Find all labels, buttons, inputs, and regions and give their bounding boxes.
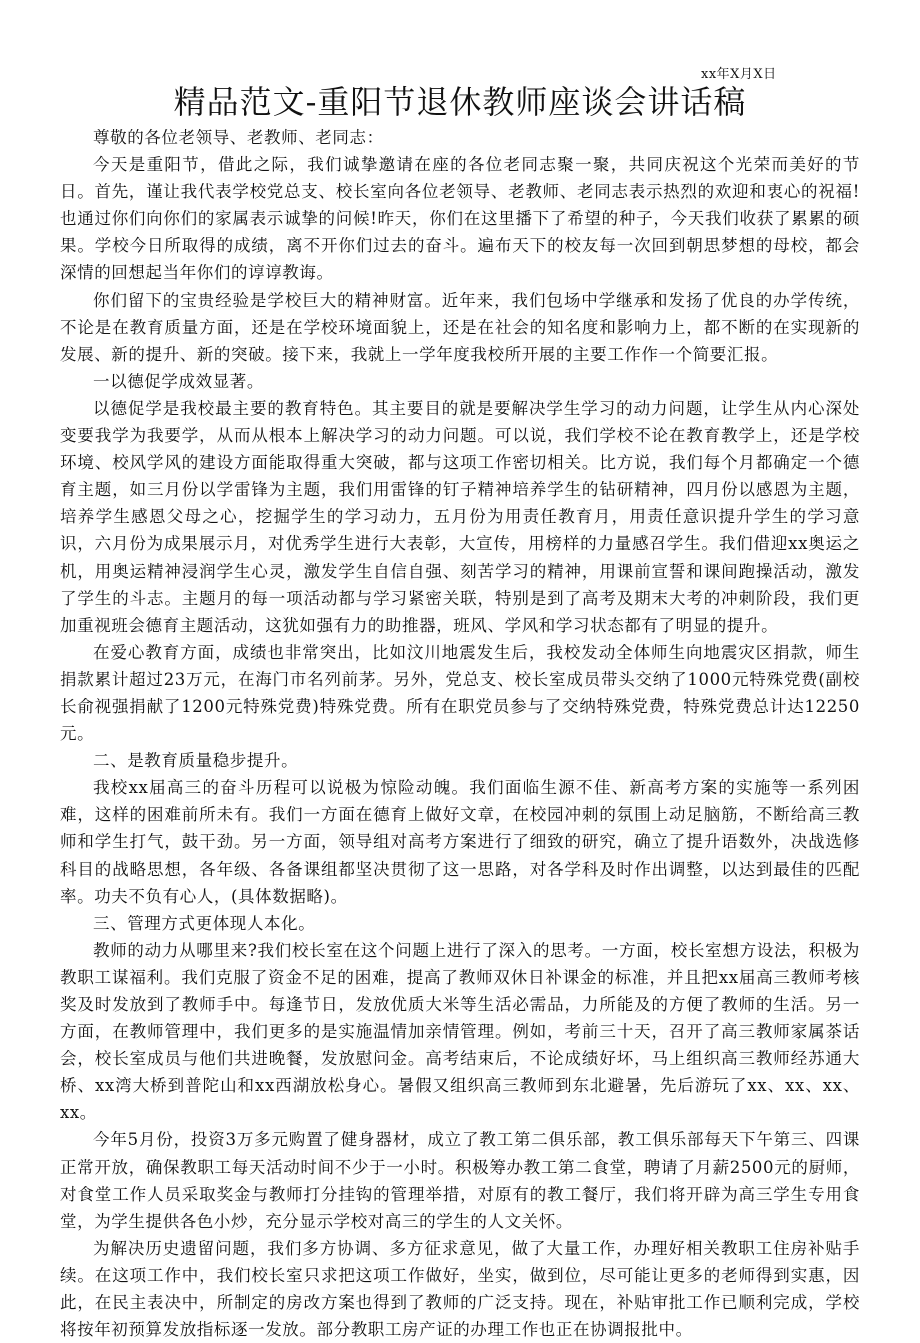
paragraph: 今天是重阳节，借此之际，我们诚挚邀请在座的各位老同志聚一聚，共同庆祝这个光荣而美好的节日。首先，谨让我代表学校党总支、校长室向各位老领导、老教师、老同志表示热烈的欢迎和衷心的祝福!也通过你们向你们的家属表示诚挚的问候!昨天，你们在这里播下了希望的种子，今天我们收获了累累的硕果。学校今日所取得的成绩，离不开你们过去的奋斗。遍布天下的校友每一次回到朝思梦想的母校，都会深情的回想起当年你们的谆谆教诲。	[60, 155, 860, 283]
paragraph: 为解决历史遗留问题，我们多方协调、多方征求意见，做了大量工作，办理好相关教职工住房补贴手续。在这项工作中，我们校长室只求把这项工作做好，坐实，做到位，尽可能让更多的老师得到实惠，因此，在民主表决中，所制定的房改方案也得到了教师的广泛支持。现在，补贴审批工作已顺利完成，学校将按年初预算发放指标逐一发放。部分教职工房产证的办理工作也正在协调报批中。	[60, 1238, 860, 1340]
paragraph: 我校xx届高三的奋斗历程可以说极为惊险动魄。我们面临生源不佳、新高考方案的实施等一系列困难，这样的困难前所未有。我们一方面在德育上做好文章，在校园冲刺的氛围上动足脑筋，不断给高三教师和学生打气，鼓干劲。另一方面，领导组对高考方案进行了细致的研究，确立了提升语数外，决战选修科目的战略思想，各年级、各备课组都坚决贯彻了这一思路，对各学科及时作出调整，以达到最佳的匹配率。功夫不负有心人，(具体数据略)。	[60, 778, 860, 906]
section-heading: 三、管理方式更体现人本化。	[93, 913, 316, 933]
section-heading: 二、是教育质量稳步提升。	[93, 751, 299, 771]
document-body	[60, 124, 860, 1343]
paragraph: 今年5月份，投资3万多元购置了健身器材，成立了教工第二俱乐部，教工俱乐部每天下午第三、四课正常开放，确保教职工每天活动时间不少于一小时。积极筹办教工第二食堂，聘请了月薪2500元的厨师，对食堂工作人员采取奖金与教师打分挂钩的管理举措，对原有的教工餐厅，我们将开辟为高三学生专用食堂，为学生提供各色小炒，充分显示学校对高三的学生的人文关怀。	[60, 1130, 860, 1231]
paragraph: 你们留下的宝贵经验是学校巨大的精神财富。近年来，我们包场中学继承和发扬了优良的办学传统，不论是在教育质量方面，还是在学校环境面貌上，还是在社会的知名度和影响力上，都不断的在实现新的发展、新的提升、新的突破。接下来，我就上一学年度我校所开展的主要工作作一个简要汇报。	[60, 290, 860, 364]
section-heading: 一以德促学成效显著。	[93, 371, 264, 391]
paragraph: 教师的动力从哪里来?我们校长室在这个问题上进行了深入的思考。一方面，校长室想方设法，积极为教职工谋福利。我们克服了资金不足的困难，提高了教师双休日补课金的标准，并且把xx届高三教师考核奖及时发放到了教师手中。每逢节日，发放优质大米等生活必需品，力所能及的方便了教师的生活。另一方面，在教师管理中，我们更多的是实施温情加亲情管理。例如，考前三十天，召开了高三教师家属茶话会，校长室成员与他们共进晚餐，发放慰问金。高考结束后，不论成绩好坏，马上组织高三教师经苏通大桥、xx湾大桥到普陀山和xx西湖放松身心。暑假又组织高三教师到东北避暑，先后游玩了xx、xx、xx、xx。	[60, 940, 860, 1123]
paragraph: 在爱心教育方面，成绩也非常突出，比如汶川地震发生后，我校发动全体师生向地震灾区捐款，师生捐款累计超过23万元，在海门市名列前茅。另外，党总支、校长室成员带头交纳了1000元特殊党费(副校长俞视强捐献了1200元特殊党费)特殊党费。所有在职党员参与了交纳特殊党费，特殊党费总计达12250元。	[60, 642, 860, 744]
salutation: 尊敬的各位老领导、老教师、老同志：	[93, 128, 384, 147]
document-title: 精品范文-重阳节退休教师座谈会讲话稿	[173, 83, 747, 121]
document-date: xx年X月X日	[701, 67, 777, 82]
paragraph: 以德促学是我校最主要的教育特色。其主要目的就是要解决学生学习的动力问题，让学生从内心深处变要我学为我要学，从而从根本上解决学习的动力问题。可以说，我们学校不论在教育教学上，还是学校环境、校风学风的建设方面能取得重大突破，都与这项工作密切相关。比方说，我们每个月都确定一个德育主题，如三月份以学雷锋为主题，我们用雷锋的钉子精神培养学生的钻研精神，四月份以感恩为主题，培养学生感恩父母之心，挖掘学生的学习动力，五月份为用责任教育月，用责任意识提升学生的学习意识，六月份为成果展示月，对优秀学生进行大表彰，大宣传，用榜样的力量感召学生。我们借迎xx奥运之机，用奥运精神浸润学生心灵，激发学生自信自强、刻苦学习的精神，用课前宣誓和课间跑操活动，激发了学生的斗志。主题月的每一项活动都与学习紧密关联，特别是到了高考及期末大考的冲刺阶段，我们更加重视班会德育主题活动，这犹如强有力的助推器，班风、学风和学习状态都有了明显的提升。	[60, 398, 860, 635]
